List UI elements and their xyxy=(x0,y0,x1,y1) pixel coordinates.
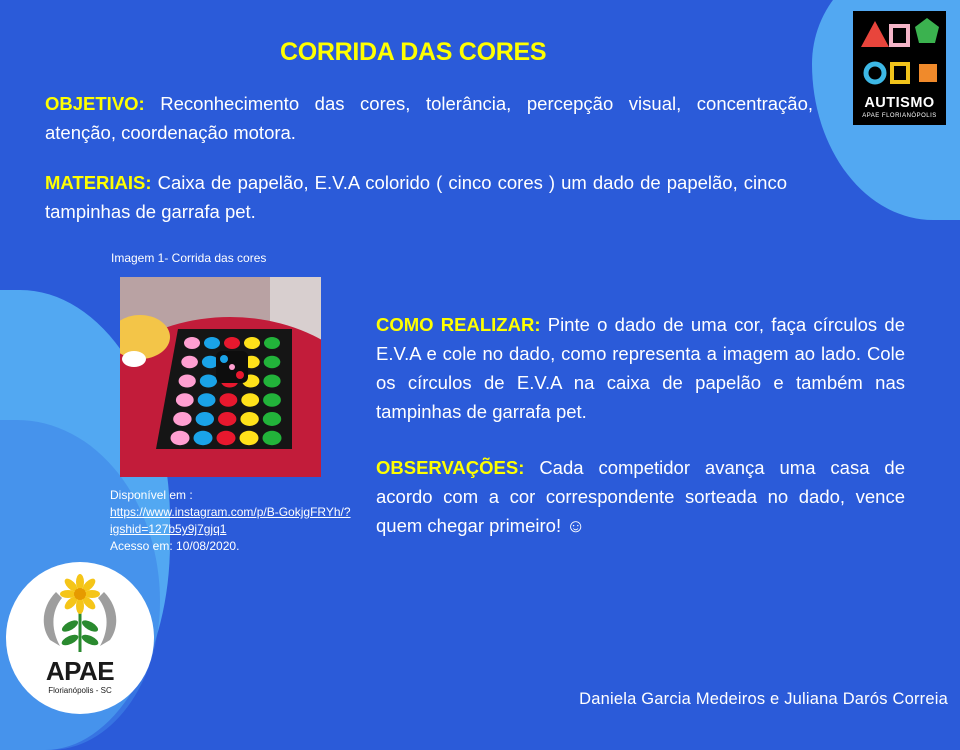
image-credit xyxy=(110,487,360,555)
board-circle xyxy=(241,393,259,406)
instagram-source-link[interactable]: https://www.instagram.com/p/B-GokjgFRYh/?igshid=127b5y9j7gjq1 xyxy=(110,505,351,536)
board-circle xyxy=(200,375,217,388)
objetivo-paragraph xyxy=(45,89,813,147)
autismo-logo-subtext: APAE FLORIANÓPOLIS xyxy=(862,113,937,119)
board-circle xyxy=(263,431,282,445)
board-circle xyxy=(173,412,191,426)
credit-access-date: Acesso em: 10/08/2020. xyxy=(110,539,240,553)
board-circle xyxy=(176,393,194,406)
board-circle xyxy=(220,393,238,406)
board-circle xyxy=(263,412,281,426)
board-circle xyxy=(244,337,260,349)
page-title: CORRIDA DAS CORES xyxy=(280,38,547,66)
autismo-logo xyxy=(853,11,946,125)
apae-logo-text: APAE xyxy=(45,656,115,686)
board-circle xyxy=(240,431,259,445)
observacoes-paragraph xyxy=(376,453,905,540)
objetivo-text: Reconhecimento das cores, tolerância, percepção visual, concentração, atenção, coordenação motora. xyxy=(45,93,814,143)
apae-logo xyxy=(6,562,154,714)
observacoes-text: Cada competidor avança uma casa de acordo com a cor correspondente sorteada no dado, vence quem chegar primeiro! ☺ xyxy=(376,457,905,536)
game-board-illustration xyxy=(120,277,321,477)
board-circle xyxy=(240,412,258,426)
board-circle xyxy=(264,356,281,368)
materiais-paragraph xyxy=(45,168,787,226)
image-caption: Imagem 1- Corrida das cores xyxy=(111,251,267,265)
board-circle xyxy=(181,356,198,368)
game-photo xyxy=(120,277,321,477)
como-realizar-text: Pinte o dado de uma cor, faça círculos de E.V.A e cole no dado, como representa a imagem ao lado. Cole os círculos de E.V.A na caixa de papelão e também nas tampinhas de garrafa pet. xyxy=(376,314,905,422)
board-circle xyxy=(184,337,200,349)
board-circle xyxy=(263,393,281,406)
board-circle xyxy=(196,412,214,426)
board-circle xyxy=(218,412,236,426)
credit-prefix: Disponível em : xyxy=(110,488,193,502)
autismo-logo-text: AUTISMO xyxy=(864,95,935,111)
board-circle xyxy=(194,431,213,445)
board-circle xyxy=(204,337,220,349)
board-circle xyxy=(264,337,280,349)
materiais-text: Caixa de papelão, E.V.A colorido ( cinco cores ) um dado de papelão, cinco tampinhas de garrafa pet. xyxy=(45,172,787,222)
board-circle xyxy=(263,375,280,388)
objetivo-label: OBJETIVO: xyxy=(45,93,145,114)
materiais-label: MATERIAIS: xyxy=(45,172,152,193)
observacoes-label: OBSERVAÇÕES: xyxy=(376,457,525,478)
board-circle xyxy=(171,431,190,445)
footer-authors: Daniela Garcia Medeiros e Juliana Darós Correia xyxy=(579,690,948,708)
board-circle xyxy=(179,375,196,388)
autismo-shapes-icon xyxy=(853,11,946,95)
board-circle xyxy=(224,337,240,349)
board-circle xyxy=(198,393,216,406)
como-realizar-label: COMO REALIZAR: xyxy=(376,314,541,335)
apae-flower-icon xyxy=(6,562,154,662)
como-realizar-paragraph xyxy=(376,310,905,426)
apae-logo-subtext: Florianópolis - SC xyxy=(48,686,112,695)
board-circle xyxy=(217,431,236,445)
